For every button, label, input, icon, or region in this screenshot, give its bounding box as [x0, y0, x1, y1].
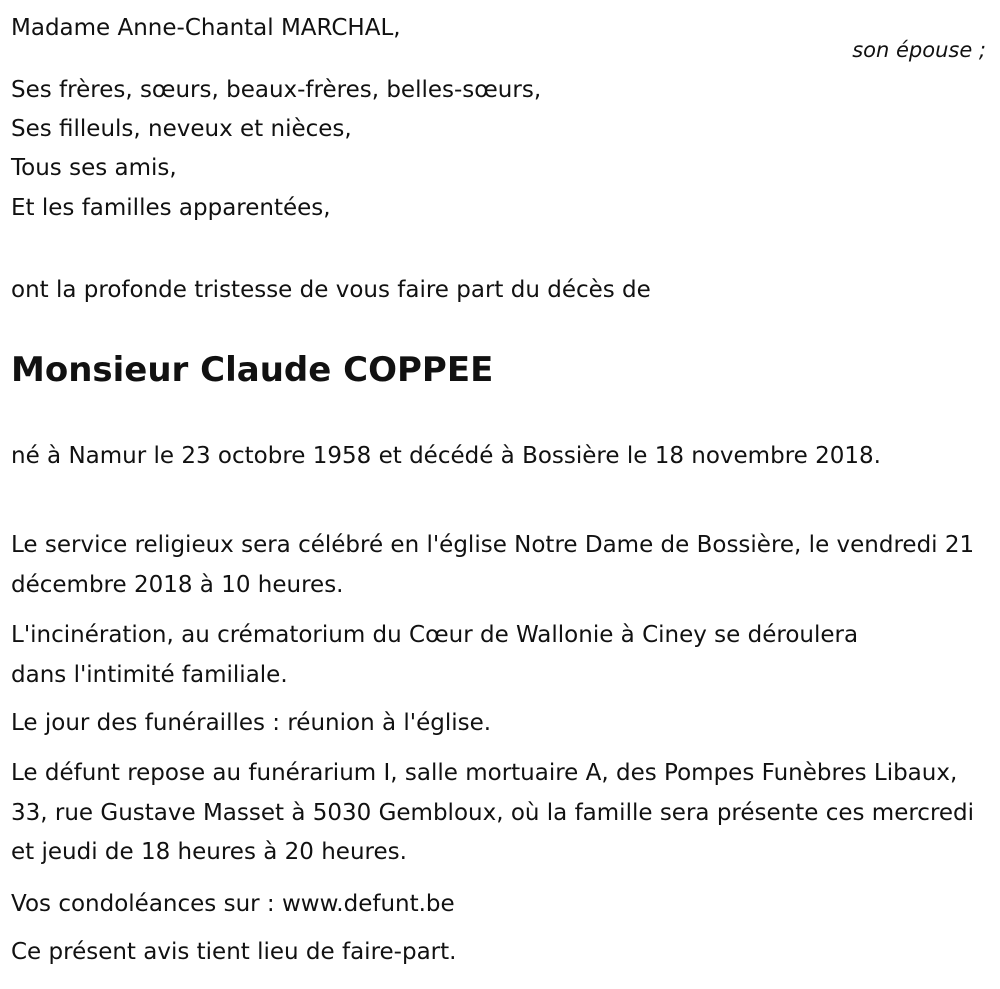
- funeral-day-paragraph: Le jour des funérailles : réunion à l'église.: [11, 710, 492, 736]
- family-line: Et les familles apparentées,: [11, 195, 331, 221]
- announcement: ont la profonde tristesse de vous faire part du décès de: [11, 277, 651, 303]
- repose-paragraph: Le défunt repose au funérarium I, salle mortuaire A, des Pompes Funèbres Libaux, 33, rue Gustave Masset à 5030 Gembloux, où la famille sera présente ces mercredi et jeudi de 18 heures à 20 heures.: [11, 760, 975, 865]
- deceased-name: Monsieur Claude COPPEE: [11, 350, 494, 390]
- family-line: Tous ses amis,: [11, 155, 177, 181]
- notice-paragraph: Ce présent avis tient lieu de faire-part.: [11, 939, 457, 965]
- cremation-paragraph: L'incinération, au crématorium du Cœur de Wallonie à Ciney se déroulera dans l'intimité familiale.: [11, 622, 859, 688]
- spouse-role: son épouse ;: [852, 38, 986, 62]
- service-paragraph: Le service religieux sera célébré en l'église Notre Dame de Bossière, le vendredi 21 décembre 2018 à 10 heures.: [11, 532, 975, 598]
- spouse-name: Madame Anne-Chantal MARCHAL,: [11, 15, 401, 41]
- birth-death-paragraph: né à Namur le 23 octobre 1958 et décédé à Bossière le 18 novembre 2018.: [11, 443, 881, 469]
- condolences-paragraph: Vos condoléances sur : www.defunt.be: [11, 891, 455, 917]
- family-line: Ses frères, sœurs, beaux-frères, belles-sœurs,: [11, 77, 542, 103]
- family-line: Ses filleuls, neveux et nièces,: [11, 116, 352, 142]
